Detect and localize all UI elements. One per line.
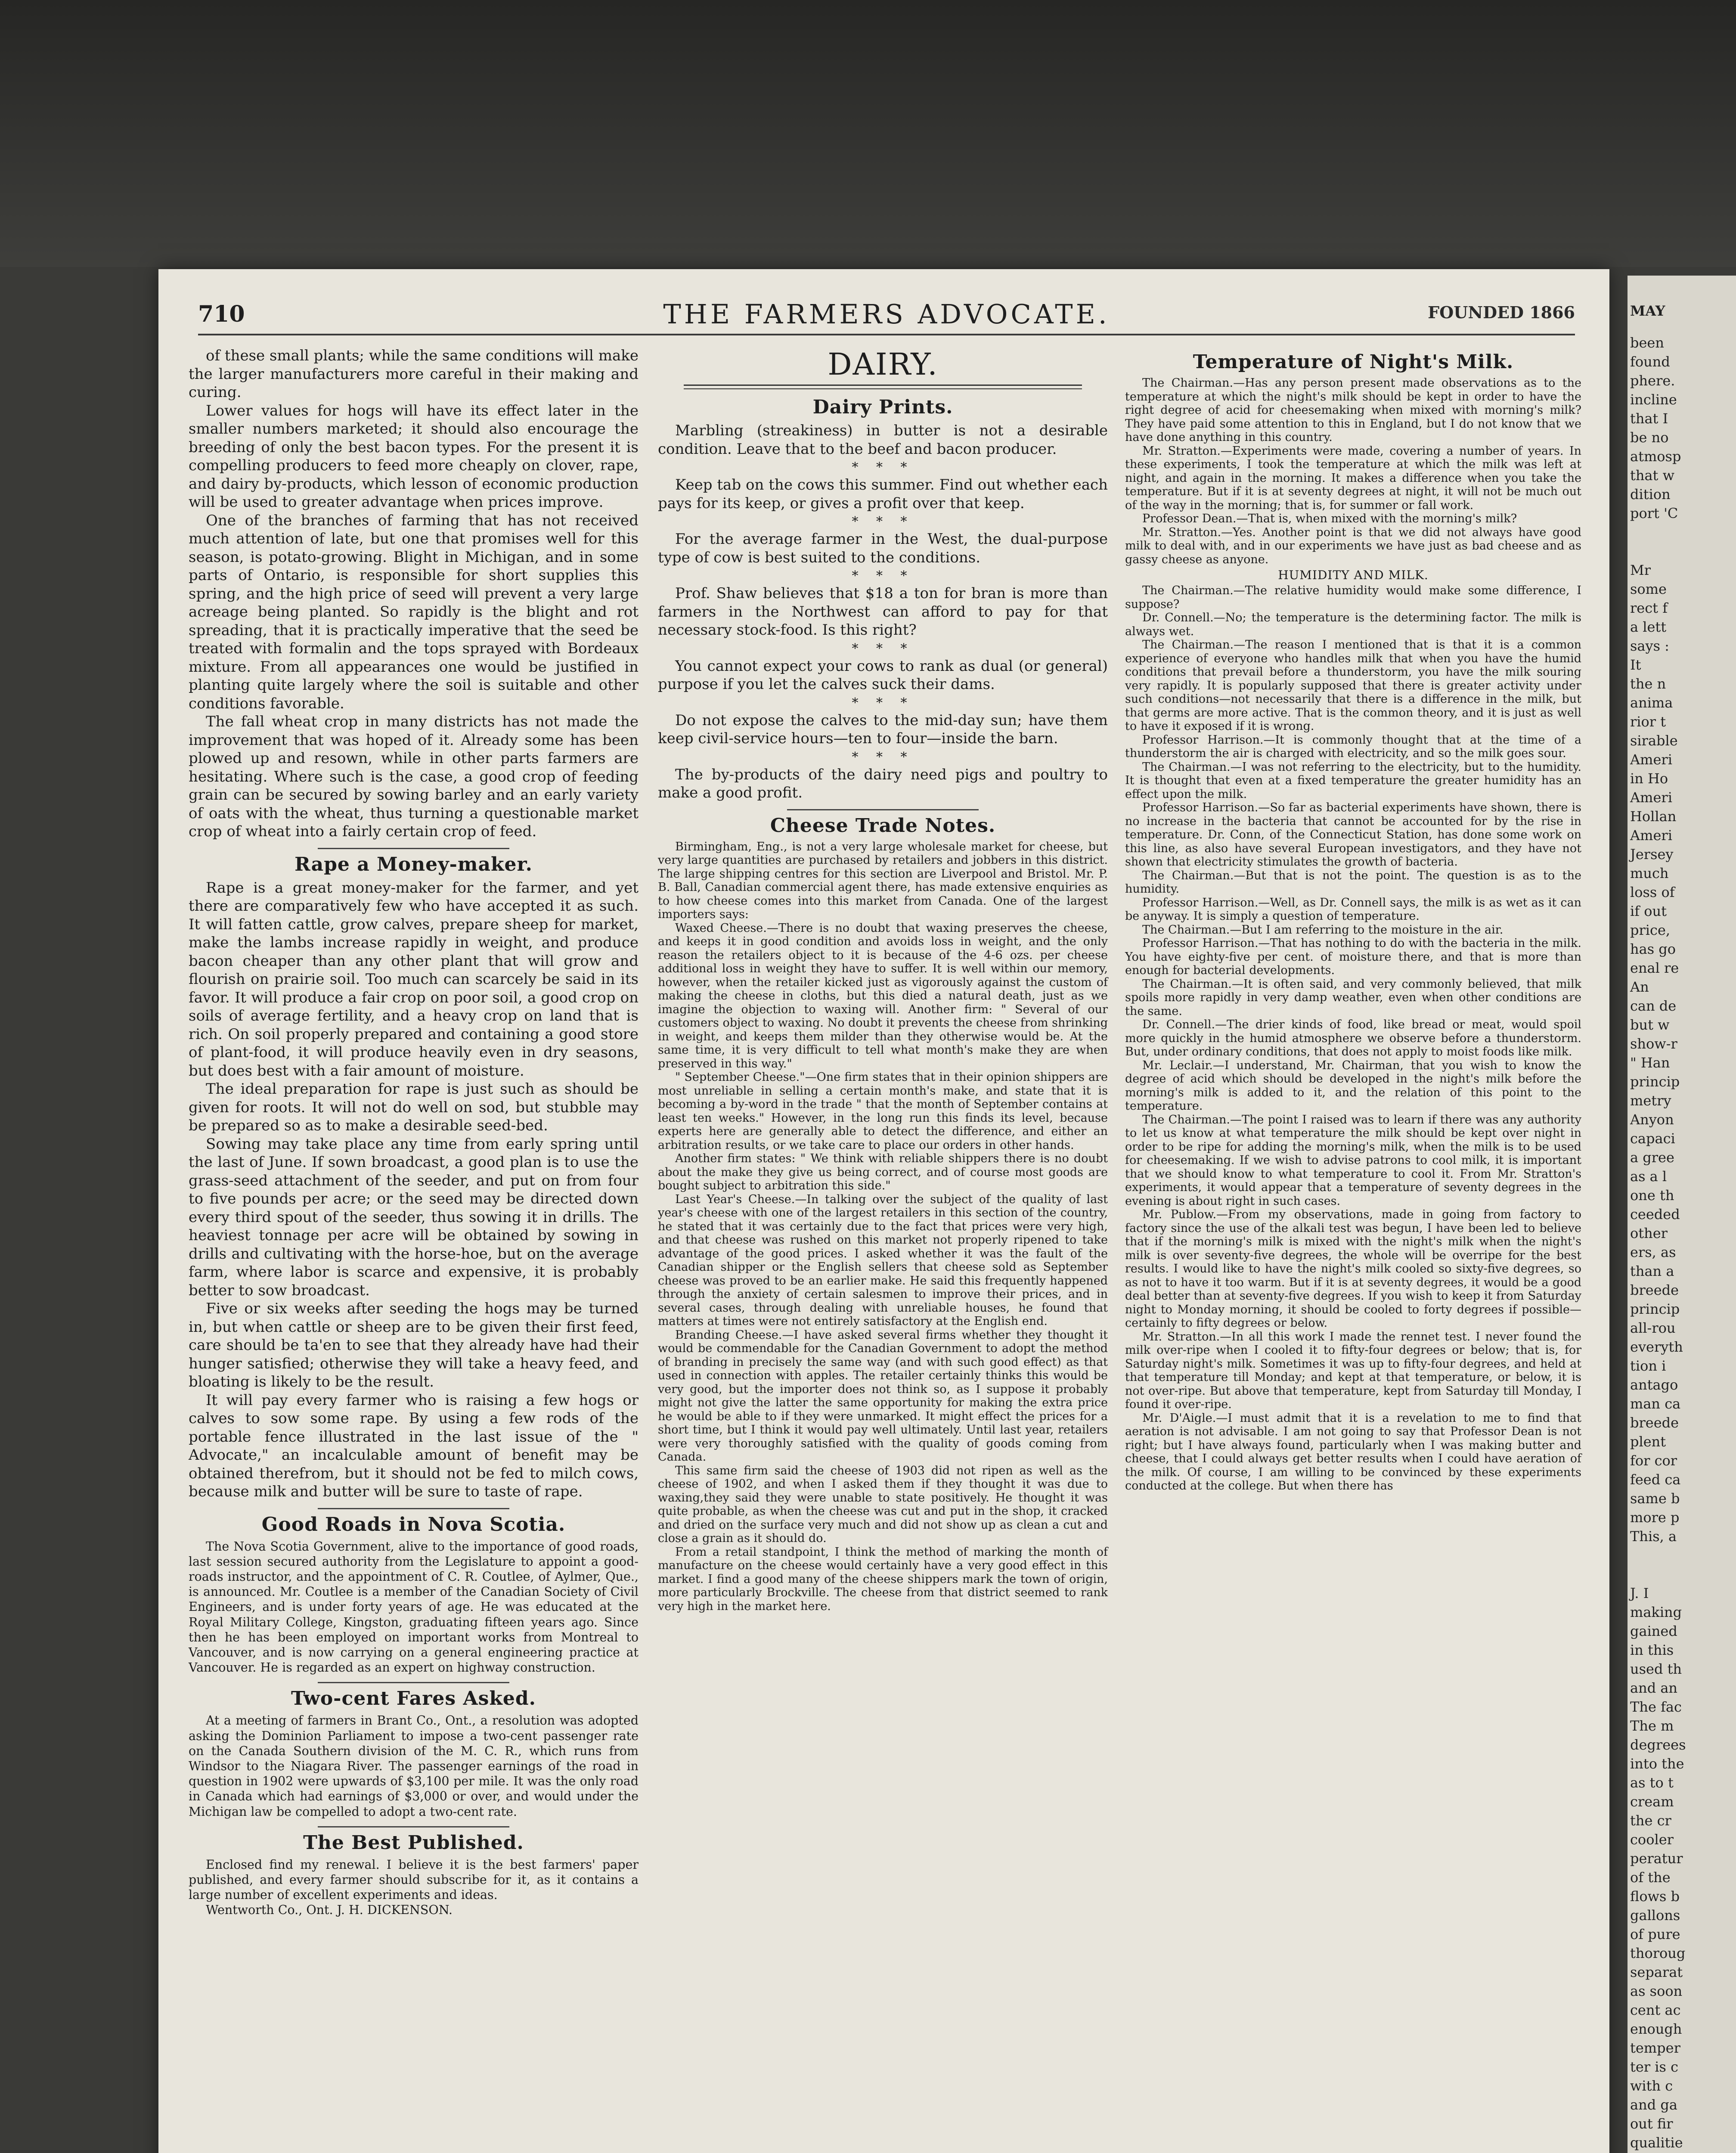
adjacent-page-line: thoroug bbox=[1630, 1945, 1686, 1961]
column-1 bbox=[189, 347, 639, 1918]
divider bbox=[318, 848, 509, 849]
separator-stars: * * * bbox=[852, 641, 914, 656]
paragraph: Sowing may take place any time from early spring until the last of June. If sown broadcast, a good plan is to use the grass-seed attachment of the seeder, and put on from four to five pounds per acre; or the seed may be directed down every third spout of the seeder, thus sowing it in drills. The heaviest tonnage per acre will be obtained by sowing in drills and cultivating with the horse-hoe, but on the average farm, where labor is scarce and expensive, it is probably better to sow broadcast. bbox=[189, 1135, 639, 1299]
adjacent-page-line: " Han bbox=[1630, 1055, 1670, 1071]
adjacent-page-line: Anyon bbox=[1630, 1111, 1674, 1128]
paragraph: The Chairman.—But I am referring to the moisture in the air. bbox=[1142, 923, 1504, 937]
adjacent-page-line: be no bbox=[1630, 429, 1669, 446]
divider bbox=[318, 1682, 509, 1683]
paragraph: You cannot expect your cows to rank as dual (or general) purpose if you let the calves suck their dams. bbox=[658, 657, 1108, 693]
article-heading: Dairy Prints. bbox=[812, 396, 953, 418]
adjacent-page-line: for cor bbox=[1630, 1452, 1677, 1469]
paragraph: Do not expose the calves to the mid-day sun; have them keep civil-service hours—ten to four—inside the barn. bbox=[658, 711, 1108, 747]
adjacent-page-line: atmosp bbox=[1630, 448, 1681, 465]
paragraph: The Chairman.—The relative humidity would make some difference, I suppose? bbox=[1125, 584, 1581, 611]
adjacent-page-line: in Ho bbox=[1630, 770, 1668, 787]
adjacent-page-line: dition bbox=[1630, 486, 1671, 503]
adjacent-page-line: the cr bbox=[1630, 1812, 1671, 1829]
adjacent-page-line: incline bbox=[1630, 391, 1677, 408]
adjacent-page-line: the n bbox=[1630, 676, 1666, 692]
adjacent-page-line: man ca bbox=[1630, 1396, 1681, 1412]
adjacent-page-line: tion i bbox=[1630, 1358, 1666, 1374]
paragraph: Last Year's Cheese.—In talking over the subject of the quality of last year's cheese with one of the largest retailers in this section of the country, he stated that it was certainly due to the fact that prices were very high, and that cheese was rushed on this market not properly ripened to take advantage of the good prices. I asked whether it was the fault of the Canadian shipper or the English sellers that cheese sold as September cheese was proved to be an earlier make. He said this frequently happened through the anxiety of certain salesmen to improve their prices, and in several cases, through dealing with unreliable houses, he found that matters at times were not entirely satisfactory at the English end. bbox=[658, 1192, 1108, 1328]
paragraph: Professor Harrison.—It is commonly thought that at the time of a thunderstorm the air is charged with electricity, and so the milk goes sour. bbox=[1125, 733, 1581, 760]
adjacent-page-line: rior t bbox=[1630, 714, 1666, 730]
adjacent-page-line: if out bbox=[1630, 903, 1667, 919]
adjacent-page-line: Ameri bbox=[1630, 789, 1672, 806]
paragraph: Dr. Connell.—No; the temperature is the determining factor. The milk is always wet. bbox=[1125, 611, 1581, 638]
intro-article bbox=[189, 347, 639, 841]
adjacent-page-line: cream bbox=[1630, 1793, 1674, 1810]
paragraph: Mr. Stratton.—In all this work I made the rennet test. I never found the milk over-ripe when I cooled it to fifty-four degrees or below; that is, for Saturday night's milk. Sometimes it was up to fifty-four degrees, and held at that temperature till Monday; and kept at that temperature, or below, it is not over-ripe. But above that temperature, kept from Saturday till Monday, I found it over-ripe. bbox=[1125, 1330, 1581, 1411]
adjacent-page-line bbox=[1630, 1565, 1733, 1584]
adjacent-page-line: temper bbox=[1630, 2040, 1680, 2056]
adjacent-page-line: ers, as bbox=[1630, 1244, 1676, 1260]
adjacent-page-line: The fac bbox=[1630, 1699, 1682, 1715]
paragraph: Enclosed find my renewal. I believe it is the best farmers' paper published, and every farmer should subscribe for it, as it contains a large number of excellent experiments and ideas. bbox=[189, 1857, 639, 1902]
adjacent-page-line: everyth bbox=[1630, 1339, 1683, 1355]
page-header bbox=[198, 298, 1575, 333]
adjacent-page-text bbox=[1630, 301, 1733, 2153]
adjacent-page-line: that w bbox=[1630, 467, 1674, 484]
paragraph: Professor Harrison.—So far as bacterial experiments have shown, there is no increase in the bacteria that cannot be accounted for by the rise in temperature. Dr. Conn, of the Connecticut Station, has done some work on this line, as also have several European investigators, and they have not shown that electricity stimulates the growth of bacteria. bbox=[1125, 801, 1581, 869]
adjacent-page-line: princip bbox=[1630, 1301, 1680, 1317]
section-rule bbox=[684, 385, 1082, 389]
paragraph: Branding Cheese.—I have asked several firms whether they thought it would be commendable for the Canadian Government to adopt the method of branding in precisely the same way (and with such good effect) as that used in connection with apples. The retailer certainly thinks this would be very good, but the importer does not think so, as I suppose it probably might not give the latter the same opportunity for making the extra price he would be able to if they were unmarked. It might effect the prices for a short time, but I think it would pay well ultimately. Until last year, retailers were very thoroughly satisfied with the quality of goods coming from Canada. bbox=[658, 1328, 1108, 1464]
adjacent-page-line: much bbox=[1630, 865, 1669, 881]
adjacent-page-line: enough bbox=[1630, 2021, 1682, 2037]
adjacent-page-line: breede bbox=[1630, 1415, 1679, 1431]
separator-stars: * * * bbox=[852, 568, 914, 583]
paragraph: Mr. D'Aigle.—I must admit that it is a revelation to me to find that aeration is not advisable. I am not going to say that Professor Dean is not right; but I have always found, particularly when I was making butter and cheese, that I could always get better results when I could have aeration of the milk. Of course, I am willing to be convinced by these experiments conducted at the college. But when there has bbox=[1125, 1411, 1581, 1492]
adjacent-page-line: feed ca bbox=[1630, 1471, 1681, 1488]
adjacent-page-line: Jersey bbox=[1630, 846, 1674, 862]
adjacent-page-line: other bbox=[1630, 1225, 1668, 1241]
cheese-trade-article bbox=[658, 815, 1108, 1613]
paragraph: Five or six weeks after seeding the hogs may be turned in, but when cattle or sheep are to be given their first feed, care should be ta'en to see that they already have had their hunger satisfied; otherwise they will take a heavy feed, and bloating is likely to be the result. bbox=[189, 1300, 639, 1390]
adjacent-page-line: a lett bbox=[1630, 619, 1667, 635]
adjacent-page-line: enal re bbox=[1630, 960, 1679, 976]
adjacent-page-line: more p bbox=[1630, 1509, 1680, 1526]
paragraph: Professor Harrison.—That has nothing to do with the bacteria in the milk. You have eighty-five per cent. of moisture there, and that is more than enough for bacterial developments. bbox=[1125, 937, 1581, 977]
paragraph: of these small plants; while the same conditions will make the larger manufacturers more careful in their making and curing. bbox=[189, 347, 639, 401]
paragraph: At a meeting of farmers in Brant Co., Ont., a resolution was adopted asking the Dominion Parliament to impose a two-cent passenger rate on the Canada Southern division of the M. C. R., which runs from Windsor to the Niagara River. The passenger earnings of the road in question in 1902 were upwards of $3,100 per mile. It was the only road in Canada which had earnings of $3,000 or over, and would under the Michigan law be compelled to adopt a two-cent rate. bbox=[189, 1713, 639, 1819]
article-heading: Rape a Money-maker. bbox=[294, 853, 533, 875]
separator-stars: * * * bbox=[852, 514, 914, 529]
separator-stars: * * * bbox=[852, 749, 914, 765]
paragraph: This same firm said the cheese of 1903 did not ripen as well as the cheese of 1902, and when I asked them if they thought it was due to waxing,they said they were unable to state positively. He thought it was quite probable, as when the cheese was cut and put in the shop, it cracked and dried on the surface very much and did not show up as clean a cut and close a grain as it should do. bbox=[658, 1464, 1108, 1545]
paragraph: The by-products of the dairy need pigs and poultry to make a good profit. bbox=[658, 766, 1108, 801]
paragraph: Mr. Stratton.—Experiments were made, covering a number of years. In these experiments, I took the temperature at which the milk was left at night, and again in the morning. It makes a difference when you take the temperature. But if it is at seventy degrees at night, it will not be much out of the way in the morning; that is, for summer or fall work. bbox=[1125, 444, 1581, 512]
adjacent-page-line: separat bbox=[1630, 1964, 1683, 1980]
paragraph: Marbling (streakiness) in butter is not a desirable condition. Leave that to the beef and bacon producer. bbox=[658, 422, 1108, 458]
adjacent-page-line: metry bbox=[1630, 1092, 1671, 1109]
paragraph: Dr. Connell.—The drier kinds of food, like bread or meat, would spoil more quickly in the humid atmosphere we observe before a thunderstorm. But, under ordinary conditions, that does not apply to moist foods like milk. bbox=[1125, 1018, 1581, 1058]
adjacent-page-line: gained bbox=[1630, 1623, 1677, 1639]
adjacent-page-line: antago bbox=[1630, 1377, 1678, 1393]
adjacent-page-line: of pure bbox=[1630, 1926, 1680, 1942]
adjacent-page-line: same b bbox=[1630, 1490, 1680, 1507]
adjacent-page-line: capaci bbox=[1630, 1130, 1675, 1147]
adjacent-page-line: been bbox=[1630, 335, 1664, 351]
adjacent-page-line: that I bbox=[1630, 410, 1668, 427]
adjacent-page-line: It bbox=[1630, 657, 1641, 673]
paragraph: Lower values for hogs will have its effect later in the smaller numbers marketed; it should also encourage the breeding of only the best bacon types. For the present it is compelling producers to feed more cheaply on clover, rape, and dairy by-products, which lesson of economic production will be used to greater advantage when prices improve. bbox=[189, 402, 639, 511]
paragraph: The fall wheat crop in many districts has not made the improvement that was hoped of it. Already some has been plowed up and resown, while in other parts farmers are hesitating. Where such is the case, a good crop of feeding grain can be secured by sowing barley and an early variety of oats with the wheat, thus turning a questionable market crop of wheat into a fairly certain crop of feed. bbox=[189, 713, 639, 840]
paragraph: The Chairman.—The point I raised was to learn if there was any authority to let us know at what temperature the milk should be kept over night in order to be ripe for adding the morning's milk, when the milk is to be used for cheesemaking. If we wish to advise patrons to cool milk, it is important that we should know to what temperature to cool it. From Mr. Stratton's experiments, it would appear that a temperature of seventy degrees in the evening is about right in such cases. bbox=[1125, 1113, 1581, 1208]
adjacent-page-line: than a bbox=[1630, 1263, 1674, 1279]
paragraph: Mr. Publow.—From my observations, made in going from factory to factory since the use of the alkali test was begun, I have been led to believe that if the morning's milk is mixed with the night's milk when the night's milk is over seventy-five degrees, the whole will be overripe for the best results. I would like to have the night's milk cooled so sixty-five degrees, so as not to have it too warm. But if it is at seventy degrees, it would be a good deal better than at seventy-five degrees. If you wish to keep it from Saturday night to Monday morning, it should be cooled to forty degrees if possible—certainly to fifty degrees or below. bbox=[1125, 1208, 1581, 1330]
paragraph: The Chairman.—It is often said, and very commonly believed, that milk spoils more rapidly in very damp weather, even when other conditions are the same. bbox=[1125, 977, 1581, 1018]
paragraph: Mr. Stratton.—Yes. Another point is that we did not always have good milk to deal with, and in our experiments we have just as bad cheese and as gassy cheese as anyone. bbox=[1125, 525, 1581, 566]
paragraph: Birmingham, Eng., is not a very large wholesale market for cheese, but very large quantities are purchased by retailers and jobbers in this district. The large shipping centres for this section are Liverpool and Bristol. Mr. P. B. Ball, Canadian commercial agent there, has made extensive enquiries as to how cheese comes into this market from Canada. One of the largest importers says: bbox=[658, 840, 1108, 921]
adjacent-page-line: phere. bbox=[1630, 372, 1675, 389]
rape-article bbox=[189, 853, 639, 1501]
article-heading: Good Roads in Nova Scotia. bbox=[261, 1513, 566, 1536]
adjacent-page-edge bbox=[1628, 276, 1736, 2153]
adjacent-page-line: degrees bbox=[1630, 1737, 1686, 1753]
header-rule bbox=[198, 334, 1575, 335]
column-2 bbox=[658, 347, 1108, 1613]
adjacent-page-line: An bbox=[1630, 979, 1649, 995]
separator-stars: * * * bbox=[852, 695, 914, 710]
paragraph: Another firm states: " We think with reliable shippers there is no doubt about the make they give us being correct, and of course most goods are bought subject to arbitration this side." bbox=[658, 1152, 1108, 1192]
adjacent-page-line: can de bbox=[1630, 998, 1677, 1014]
paragraph: From a retail standpoint, I think the method of marking the month of manufacture on the cheese would certainly have a very good effect in this market. I find a good many of the cheese shippers mark the town of origin, more particularly Brockville. The cheese from that district seemed to rank very high in the market here. bbox=[658, 1545, 1108, 1613]
scan-background-top bbox=[0, 0, 1736, 267]
adjacent-page-line: price, bbox=[1630, 922, 1671, 938]
adjacent-page-line: ceeded bbox=[1630, 1206, 1680, 1222]
paragraph: The Chairman.—The reason I mentioned that is that it is a common experience of everyone who handles milk that when you have the humid conditions that prevail before a thunderstorm, you have the milk souring very rapidly. It is popularly supposed that there is greater activity under such conditions—not necessarily that there is a difference in the milk, but that germs are more active. That is the common theory, and it is just as well to have it exposed if it is wrong. bbox=[1125, 638, 1581, 733]
paragraph: Mr. Leclair.—I understand, Mr. Chairman, that you wish to know the degree of acid which should be developed in the night's milk before the morning's milk is added to it, and the relation of this point to the temperature. bbox=[1125, 1058, 1581, 1113]
separator-stars: * * * bbox=[852, 460, 914, 475]
adjacent-page-line: gallons bbox=[1630, 1907, 1680, 1923]
best-published-article bbox=[189, 1832, 639, 1918]
divider bbox=[787, 809, 979, 810]
adjacent-page-line: breede bbox=[1630, 1282, 1679, 1298]
founded-date: FOUNDED 1866 bbox=[1428, 303, 1575, 322]
paragraph: Professor Harrison.—Well, as Dr. Connell says, the milk is as wet as it can be anyway. It is simply a question of temperature. bbox=[1125, 896, 1581, 923]
adjacent-page-line: loss of bbox=[1630, 884, 1675, 900]
paragraph: " September Cheese."—One firm states that in their opinion shippers are most unreliable in selling a certain month's make, and state that it is becoming a by-word in the trade " that the month of September contains at least ten weeks." However, in the long run this finds its level, because experts here are generally able to detect the difference, and either an arbitration results, or we take care to place our orders in other hands. bbox=[658, 1070, 1108, 1152]
adjacent-page-line bbox=[1630, 542, 1733, 561]
adjacent-page-line: cooler bbox=[1630, 1831, 1674, 1848]
adjacent-page-line: as a l bbox=[1630, 1168, 1667, 1185]
adjacent-page-line: all-rou bbox=[1630, 1320, 1676, 1336]
paragraph: The Nova Scotia Government, alive to the importance of good roads, last session secured authority from the Legislature to appoint a good-roads instructor, and the appointment of C. R. Coutlee, of Aylmer, Que., is announced. Mr. Coutlee is a member of the Canadian Society of Civil Engineers, and is under forty years of age. He was educated at the Royal Military College, Kingston, graduating fifteen years ago. Since then he has been employed on important works from Montreal to Vancouver, and is now carrying on a general engineering practice at Vancouver. He is regarded as an expert on highway construction. bbox=[189, 1539, 639, 1675]
subheading: HUMIDITY AND MILK. bbox=[1278, 568, 1429, 582]
adjacent-page-line: peratur bbox=[1630, 1850, 1683, 1867]
adjacent-page-line: princip bbox=[1630, 1073, 1680, 1090]
adjacent-page-line: into the bbox=[1630, 1756, 1684, 1772]
adjacent-page-line: used th bbox=[1630, 1661, 1682, 1677]
adjacent-page-line: in this bbox=[1630, 1642, 1674, 1658]
article-heading: Two-cent Fares Asked. bbox=[291, 1688, 536, 1710]
adjacent-page-line: Hollan bbox=[1630, 808, 1677, 825]
divider bbox=[318, 1826, 509, 1827]
divider bbox=[318, 1508, 509, 1509]
paragraph: The Chairman.—Has any person present made observations as to the temperature at which the night's milk should be kept in order to have the right degree of acid for cheesemaking when mixed with morning's milk? They have paid some attention to this in England, but I do not know that we have done anything in this country. bbox=[1125, 376, 1581, 444]
adjacent-page-line: some bbox=[1630, 581, 1667, 597]
article-heading: Cheese Trade Notes. bbox=[770, 814, 996, 837]
adjacent-page-line: plent bbox=[1630, 1433, 1666, 1450]
adjacent-page-line: anima bbox=[1630, 695, 1673, 711]
adjacent-page-line: This, a bbox=[1630, 1528, 1677, 1545]
newspaper-page bbox=[158, 269, 1609, 2153]
adjacent-page-line bbox=[1630, 1546, 1733, 1565]
column-3 bbox=[1125, 347, 1581, 1493]
adjacent-page-line: Ameri bbox=[1630, 751, 1672, 768]
adjacent-page-line: has go bbox=[1630, 941, 1676, 957]
paragraph: The Chairman.—I was not referring to the electricity, but to the humidity. It is thought that even at a fixed temperature the greater humidity has an effect upon the milk. bbox=[1125, 760, 1581, 801]
adjacent-page-line: one th bbox=[1630, 1187, 1674, 1204]
fares-article bbox=[189, 1688, 639, 1819]
adjacent-page-line: as soon bbox=[1630, 1983, 1683, 1999]
adjacent-page-line: cent ac bbox=[1630, 2002, 1681, 2018]
article-heading: The Best Published. bbox=[303, 1831, 524, 1854]
page-number: 710 bbox=[198, 301, 245, 327]
paragraph: For the average farmer in the West, the dual-purpose type of cow is best suited to the conditions. bbox=[658, 530, 1108, 566]
adjacent-page-line: Ameri bbox=[1630, 827, 1672, 844]
article-heading: Temperature of Night's Milk. bbox=[1193, 351, 1514, 373]
paragraph: The ideal preparation for rape is just such as should be given for roots. It will not do well on sod, but stubble may be prepared so as to make a desirable seed-bed. bbox=[189, 1080, 639, 1134]
paragraph: Prof. Shaw believes that $18 a ton for bran is more than farmers in the Northwest can afford to pay for that necessary stock-food. Is this right? bbox=[658, 585, 1108, 639]
adjacent-page-lines bbox=[1630, 333, 1733, 2153]
adjacent-page-line: but w bbox=[1630, 1017, 1670, 1033]
adjacent-page-line: and ga bbox=[1630, 2097, 1677, 2113]
paragraph: The Chairman.—But that is not the point. The question is as to the humidity. bbox=[1125, 869, 1581, 896]
adjacent-page-line: of the bbox=[1630, 1869, 1671, 1886]
adjacent-page-line: The m bbox=[1630, 1718, 1674, 1734]
adjacent-page-line: port 'C bbox=[1630, 505, 1678, 521]
adjacent-page-line: found bbox=[1630, 354, 1670, 370]
paragraph: Rape is a great money-maker for the farmer, and yet there are comparatively few who have accepted it as such. It will fatten cattle, grow calves, prepare sheep for market, make the lambs increase rapidly in weight, and produce bacon cheaper than any other plant that will grow and flourish on prairie soil. Too much can scarcely be said in its favor. It will produce a fair crop on poor soil, a good crop on soils of average fertility, and a heavy crop on land that is rich. On soil properly prepared and containing a good store of plant-food, it will produce heavily even in dry seasons, but does best with a fair amount of moisture. bbox=[189, 879, 639, 1080]
adjacent-page-line: show-r bbox=[1630, 1036, 1677, 1052]
adjacent-page-line: ter is c bbox=[1630, 2059, 1679, 2075]
paragraph: One of the branches of farming that has not received much attention of late, but one that promises well for this season, is potato-growing. Blight in Michigan, and in some parts of Ontario, is responsible for short supplies this spring, and the high price of seed will prevent a very large acreage being planted. So rapidly is the blight and rot spreading, that it is practically imperative that the seed be treated with formalin and the tops sprayed with Bordeaux mixture. From all appearances one would be justified in planting quite largely where the soil is suitable and other conditions favorable. bbox=[189, 512, 639, 712]
adjacent-page-line: J. I bbox=[1630, 1585, 1649, 1601]
adjacent-page-line: out fir bbox=[1630, 2116, 1673, 2132]
adjacent-page-line bbox=[1630, 523, 1733, 542]
adjacent-page-header: MAY bbox=[1630, 303, 1665, 319]
nova-scotia-article bbox=[189, 1514, 639, 1675]
adjacent-page-line: rect f bbox=[1630, 600, 1668, 616]
paragraph: It will pay every farmer who is raising a few hogs or calves to sow some rape. By using a few rods of the portable fence illustrated in the last issue of the " Advocate," an incalculable amount of benefit may be obtained therefrom, but it should not be fed to milch cows, because milk and butter will be sure to taste of rape. bbox=[189, 1391, 639, 1500]
signature-line: Wentworth Co., Ont. J. H. DICKENSON. bbox=[206, 1903, 453, 1917]
dairy-prints-article bbox=[658, 396, 1108, 802]
adjacent-page-line: qualitie bbox=[1630, 2134, 1683, 2151]
adjacent-page-line: and an bbox=[1630, 1680, 1678, 1696]
adjacent-page-line: with c bbox=[1630, 2078, 1673, 2094]
adjacent-page-line: sirable bbox=[1630, 732, 1678, 749]
paragraph: Professor Dean.—That is, when mixed with the morning's milk? bbox=[1142, 512, 1517, 525]
adjacent-page-line: flows b bbox=[1630, 1888, 1680, 1905]
adjacent-page-line: as to t bbox=[1630, 1775, 1674, 1791]
adjacent-page-line: Mr bbox=[1630, 562, 1651, 578]
section-heading: DAIRY. bbox=[828, 347, 938, 382]
adjacent-page-line: says : bbox=[1630, 638, 1669, 654]
adjacent-page-line: making bbox=[1630, 1604, 1682, 1620]
paragraph: Waxed Cheese.—There is no doubt that waxing preserves the cheese, and keeps it in good condition and avoids loss in weight, and the only reason the retailers object to it is because of the 4-6 ozs. per cheese additional loss in weight they have to suffer. It is well within our memory, however, when the retailer kicked just as vigorously against the custom of making the cheese in cloths, but this died a natural death, just as we imagine the objection to waxing will. Another firm: " Several of our customers object to waxing. No doubt it prevents the cheese from shrinking in weight, and keeps them milder than they otherwise would be. At the same time, it is very difficult to tell what month's make they are when preserved in this way." bbox=[658, 921, 1108, 1070]
adjacent-page-line: a gree bbox=[1630, 1149, 1674, 1166]
paragraph: Keep tab on the cows this summer. Find out whether each pays for its keep, or gives a profit over that keep. bbox=[658, 476, 1108, 512]
newspaper-title: THE FARMERS ADVOCATE. bbox=[663, 298, 1110, 330]
